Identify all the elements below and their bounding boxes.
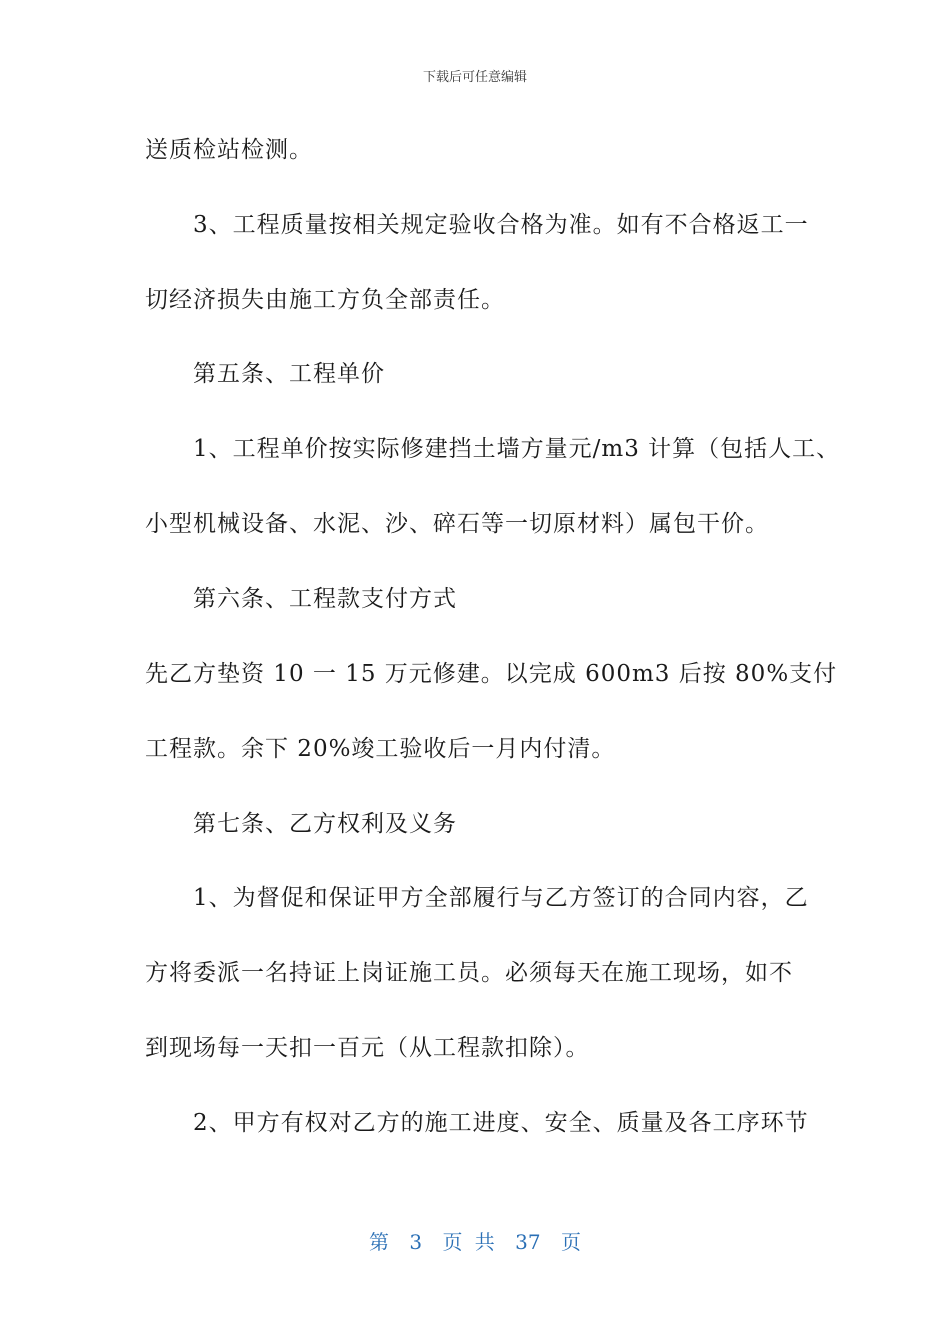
total-pages-number: 37 <box>515 1230 541 1254</box>
body-line: 1、工程单价按实际修建挡土墙方量元/m3 计算（包括人工、 <box>193 436 841 462</box>
body-line: 3、工程质量按相关规定验收合格为准。如有不合格返工一 <box>193 212 809 238</box>
body-line: 方将委派一名持证上岗证施工员。必须每天在施工现场，如不 <box>145 960 793 986</box>
body-line: 切经济损失由施工方负全部责任。 <box>145 287 505 313</box>
footer-prefix: 第 <box>369 1230 389 1254</box>
page-header-note: 下载后可任意编辑 <box>422 70 527 85</box>
body-line: 到现场每一天扣一百元（从工程款扣除）。 <box>145 1035 590 1061</box>
footer-suffix: 页 <box>560 1230 581 1254</box>
section-heading: 第五条、工程单价 <box>193 361 385 387</box>
current-page-number: 3 <box>409 1230 423 1254</box>
section-heading: 第六条、工程款支付方式 <box>193 586 457 612</box>
body-line: 工程款。余下 20%竣工验收后一月内付清。 <box>145 736 616 762</box>
body-line: 2、甲方有权对乙方的施工进度、安全、质量及各工序环节 <box>193 1110 809 1136</box>
body-line: 1、为督促和保证甲方全部履行与乙方签订的合同内容，乙 <box>193 885 809 911</box>
page-number-footer <box>0 1226 950 1255</box>
footer-middle: 页 共 <box>442 1230 495 1254</box>
section-heading: 第七条、乙方权利及义务 <box>193 811 457 837</box>
body-line: 小型机械设备、水泥、沙、碎石等一切原材料）属包干价。 <box>145 511 769 537</box>
body-line: 送质检站检测。 <box>145 137 313 163</box>
body-line: 先乙方垫资 10 一 15 万元修建。以完成 600m3 后按 80%支付 <box>145 661 838 687</box>
